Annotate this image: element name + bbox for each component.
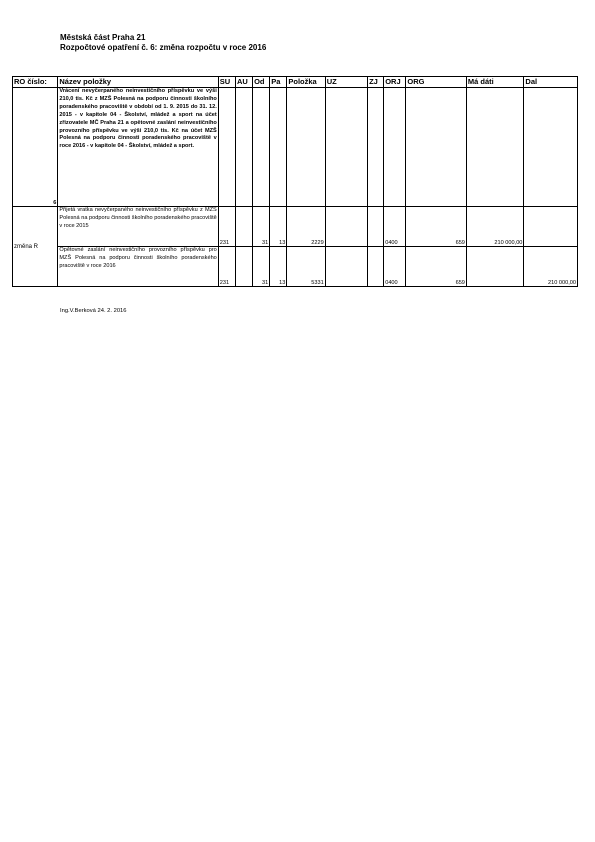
cell-orj: 0400 xyxy=(384,247,406,287)
ro-number: 6 xyxy=(13,88,58,207)
col-org: ORG xyxy=(406,77,467,88)
cell-pa: 13 xyxy=(270,247,287,287)
cell-au xyxy=(235,247,252,287)
cell-su: 231 xyxy=(218,247,235,287)
cell-od: 31 xyxy=(253,247,270,287)
budget-table xyxy=(12,76,578,287)
col-nazev-polozky: Název položky xyxy=(58,77,218,88)
col-od: Od xyxy=(253,77,270,88)
row-description: Přijetá vratka nevyčerpaného neinvestičního příspěvku z MZŠ Polesná na podporu činnosti školního poradenského pracoviště v roce 2015 xyxy=(58,207,218,247)
cell-ma-dati xyxy=(466,247,524,287)
header-title: Rozpočtové opatření č. 6: změna rozpočtu v roce 2016 xyxy=(60,43,267,52)
col-ma-dati: Má dáti xyxy=(466,77,524,88)
cell-pa: 13 xyxy=(270,207,287,247)
col-uz: UZ xyxy=(325,77,367,88)
table-row xyxy=(13,207,578,247)
col-orj: ORJ xyxy=(384,77,406,88)
col-pa: Pa xyxy=(270,77,287,88)
cell-su: 231 xyxy=(218,207,235,247)
cell-au xyxy=(235,207,252,247)
cell-dal: 210 000,00 xyxy=(524,247,578,287)
cell-uz xyxy=(325,207,367,247)
cell-polozka: 2229 xyxy=(287,207,325,247)
author-signature-line: Ing.V.Berková 24. 2. 2016 xyxy=(60,308,127,314)
measure-description: Vrácení nevyčerpaného neinvestičního příspěvku ve výši 210,0 tis. Kč z MZŠ Polesná na podporu činnosti školního poradenského pracoviště v období od 1. 9. 2015 do 31. 12. 2015 - v kapitole 04 - Školství, mládež a sport na účet zřizovatele MČ Praha 21 a opětovné zaslání neinvestičního provozního příspěvku ve výši 210,0 tis. Kč na účet MZŠ Polesná na podporu činnosti poradenského pracoviště v roce 2016 - v kapitole 04 - Školství, mládež a sport. xyxy=(58,88,218,207)
header-row xyxy=(13,77,578,88)
col-polozka: Položka xyxy=(287,77,325,88)
table-row xyxy=(13,88,578,207)
header-municipality: Městská část Praha 21 xyxy=(60,33,146,42)
col-zj: ZJ xyxy=(368,77,384,88)
cell-dal xyxy=(524,207,578,247)
col-ro-cislo: RO číslo: xyxy=(13,77,58,88)
col-su: SU xyxy=(218,77,235,88)
cell-ma-dati: 210 000,00 xyxy=(466,207,524,247)
cell-od: 31 xyxy=(253,207,270,247)
cell-org: 659 xyxy=(406,207,467,247)
row-description: Opětovné zaslání neinvestičního provozního příspěvku pro MZŠ Polesná na podporu činnosti školního poradenského pracoviště v roce 2016 xyxy=(58,247,218,287)
cell-org: 659 xyxy=(406,247,467,287)
col-au: AU xyxy=(235,77,252,88)
cell-orj: 0400 xyxy=(384,207,406,247)
cell-zj xyxy=(368,247,384,287)
cell-polozka: 5331 xyxy=(287,247,325,287)
table-row xyxy=(13,247,578,287)
cell-uz xyxy=(325,247,367,287)
cell-zj xyxy=(368,207,384,247)
col-dal: Dal xyxy=(524,77,578,88)
change-label: změna R xyxy=(13,207,58,287)
